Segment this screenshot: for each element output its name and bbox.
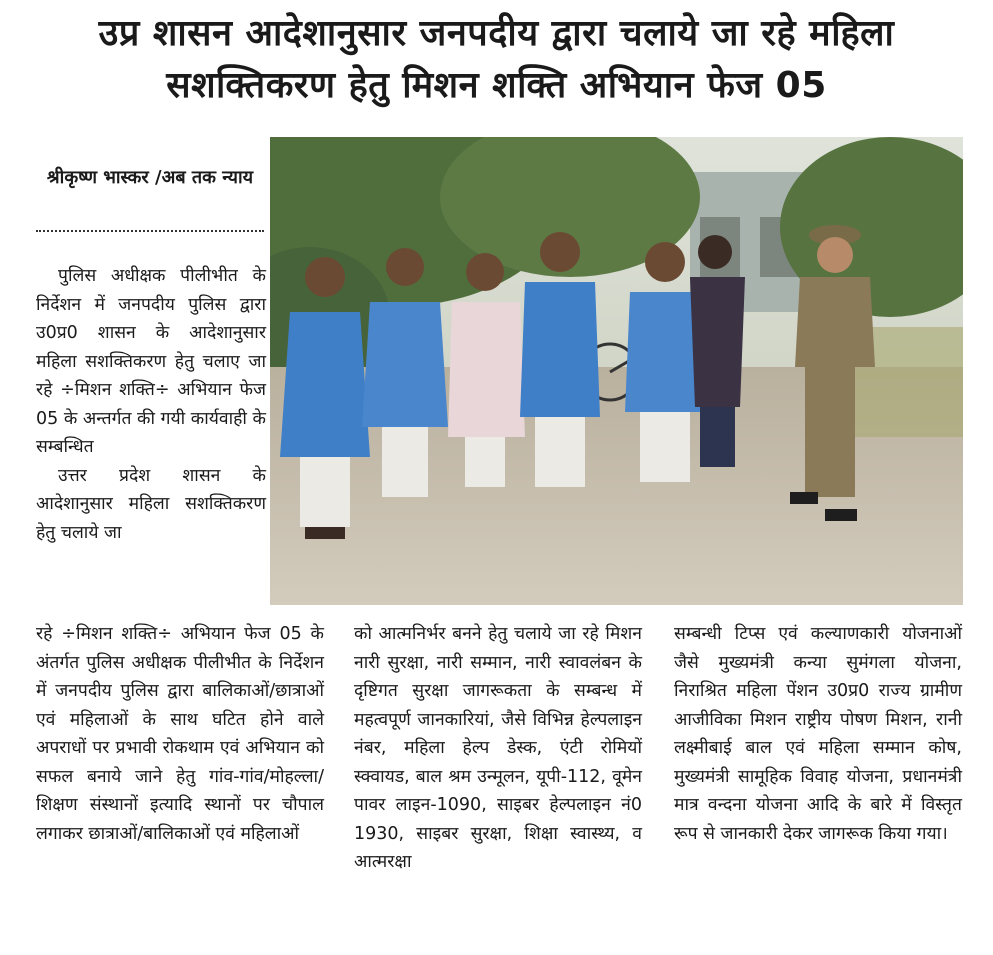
photo-illustration bbox=[270, 137, 963, 605]
article-column-2: को आत्मनिर्भर बनने हेतु चलाये जा रहे मिशन नारी सुरक्षा, नारी सम्मान, नारी स्वावलंबन के दृष्टिगत सुरक्षा जागरूकता के सम्बन्ध में महत्वपूर्ण जानकारियां, जैसे विभिन्न हेल्पलाइन नंबर, महिला हेल्प डेस्क, एंटी रोमियों स्क्वायड, बाल श्रम उन्मूलन, यूपी-112, वूमेन पावर लाइन-1090, साइबर हेल्पलाइन नं0 1930, साइबर सुरक्षा, शिक्षा स्वास्थ्य, व आत्मरक्षा bbox=[354, 624, 642, 872]
article-column-1-top bbox=[36, 262, 266, 547]
headline bbox=[0, 8, 993, 112]
article-paragraph-1: पुलिस अधीक्षक पीलीभीत के निर्देशन में जनपदीय पुलिस द्वारा उ0प्र0 शासन के आदेशानुसार महिला सशक्तिकरण हेतु चलाए जा रहे ÷मिशन शक्ति÷ अभियान फेज 05 के अन्तर्गत की गयी कार्यवाही के सम्बन्धित bbox=[36, 266, 266, 457]
headline-line-1: उप्र शासन आदेशानुसार जनपदीय द्वारा चलाये जा रहे महिला bbox=[98, 13, 895, 54]
article-paragraph-2-start: उत्तर प्रदेश शासन के आदेशानुसार महिला सशक्तिकरण हेतु चलाये जा bbox=[36, 465, 266, 543]
article-column-1: रहे ÷मिशन शक्ति÷ अभियान फेज 05 के अंतर्गत पुलिस अधीक्षक पीलीभीत के निर्देशन में जनपदीय पुलिस द्वारा बालिकाओं/छात्राओं एवं महिलाओं के साथ घटित होने वाले अपराधों पर प्रभावी रोकथाम एवं अभियान को सफल बनाये जाने हेतु गांव-गांव/मोहल्ला/शिक्षण संस्थानों इत्यादि स्थानों पर चौपाल लगाकर छात्राओं/बालिकाओं एवं महिलाओं bbox=[36, 624, 324, 844]
byline: श्रीकृष्ण भास्कर /अब तक न्याय bbox=[46, 167, 254, 188]
byline-divider bbox=[36, 230, 264, 232]
headline-line-2: सशक्तिकरण हेतु मिशन शक्ति अभियान फेज 05 bbox=[166, 65, 827, 106]
article-column-3: सम्बन्धी टिप्स एवं कल्याणकारी योजनाओं जैसे मुख्यमंत्री कन्या सुमंगला योजना, निराश्रित महिला पेंशन उ0प्र0 राज्य ग्रामीण आजीविका मिशन राष्ट्रीय पोषण मिशन, रानी लक्ष्मीबाई बाल एवं महिला सम्मान कोष, मुख्यमंत्री सामूहिक विवाह योजना, प्रधानमंत्री मात्र वन्दना योजना आदि के बारे में विस्तृत रूप से जानकारी देकर जागरूक किया गया। bbox=[674, 624, 962, 844]
news-photo bbox=[270, 137, 963, 605]
